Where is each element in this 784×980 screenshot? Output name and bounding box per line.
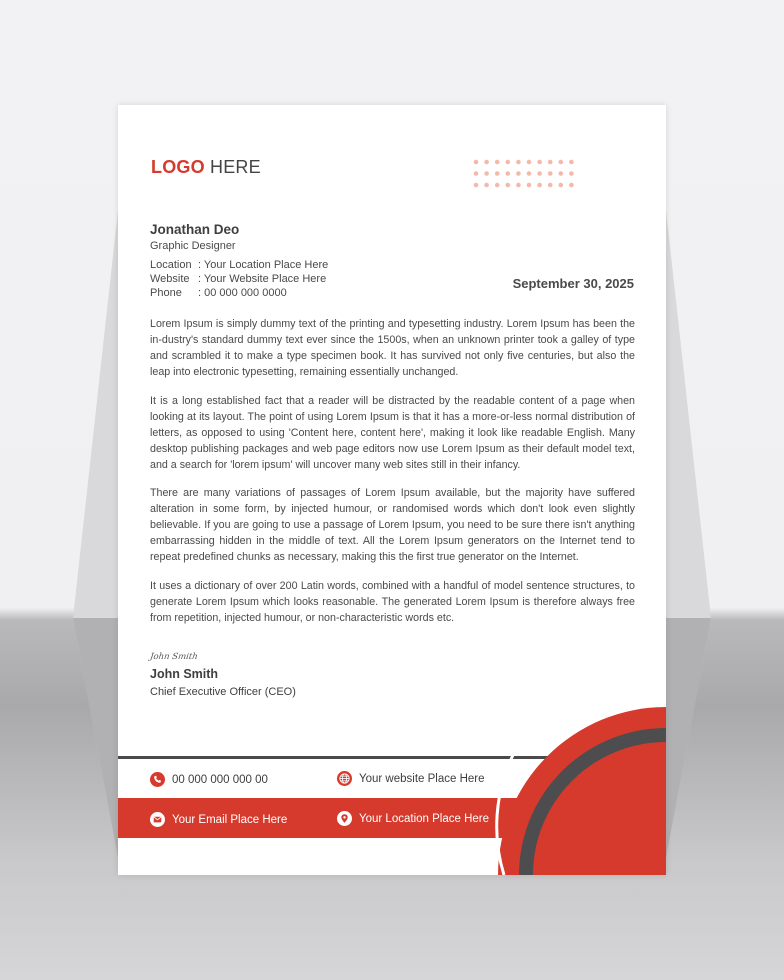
globe-icon xyxy=(337,771,352,786)
pattern-dot xyxy=(548,183,553,188)
phone-icon xyxy=(150,772,165,787)
body-paragraph: Lorem Ipsum is simply dummy text of the printing and typesetting industry. Lorem Ipsum has been the in-dustry's standard dummy text ever since the 1500s, when an unknown printer took a galley of type and scrambled it to make a type specimen book. It has survived not only five centuries, but also the leap into electronic typesetting, remaining essentially unchanged. xyxy=(150,318,635,378)
body-paragraph: There are many variations of passages of Lorem Ipsum available, but the majority have suffered alteration in some form, by injected humour, or randomised words which don't look even slightly believable. If you are going to use a passage of Lorem Ipsum, you need to be sure there isn't anything embarrassing hidden in the middle of text. All the Lorem Ipsum generators on the Internet tend to repeat predefined chunks as necessary, making this the first true generator on the Internet. xyxy=(150,487,635,563)
contact-value: : Your Location Place Here xyxy=(198,259,329,271)
pattern-dot xyxy=(548,160,553,165)
logo-word-2: HERE xyxy=(210,157,261,177)
body-paragraph: It is a long established fact that a reader will be distracted by the readable content of a page when looking at its layout. The point of using Lorem Ipsum is that it has a more-or-less normal distribution of letters, as opposed to using 'Content here, content here', making it look like readable English. Many desktop publishing packages and web page editors now use Lorem Ipsum as their default model text, and a search for 'lorem ipsum' will uncover many web sites still in their infancy. xyxy=(150,394,635,471)
footer-website xyxy=(337,771,485,786)
sender-block xyxy=(150,222,328,300)
pattern-dot xyxy=(537,183,542,188)
pattern-dot xyxy=(559,171,564,176)
pattern-dot xyxy=(484,183,489,188)
pattern-dot xyxy=(537,171,542,176)
pattern-dot xyxy=(474,160,479,165)
footer-email xyxy=(150,812,287,827)
contact-label: Location xyxy=(150,259,192,271)
handwritten-signature: John Smith xyxy=(149,652,199,662)
pattern-dot xyxy=(569,160,574,165)
pattern-dot xyxy=(527,160,532,165)
pattern-dot xyxy=(527,183,532,188)
footer-website-text: Your website Place Here xyxy=(359,772,485,785)
footer-divider xyxy=(118,756,548,759)
logo-word-1: LOGO xyxy=(151,157,205,177)
pattern-dot xyxy=(495,183,500,188)
letter-body xyxy=(150,316,635,638)
pattern-dot xyxy=(516,183,521,188)
footer-location xyxy=(337,811,489,826)
pattern-dot xyxy=(569,171,574,176)
pattern-dot xyxy=(506,171,511,176)
contact-value: : 00 000 000 0000 xyxy=(198,287,287,299)
pattern-dot xyxy=(527,171,532,176)
letter-date: September 30, 2025 xyxy=(512,276,634,291)
contact-row-phone xyxy=(150,286,328,300)
body-paragraph: It uses a dictionary of over 200 Latin words, combined with a handful of model sentence structures, to generate Lorem Ipsum which looks reasonable. The generated Lorem Ipsum is therefore always free from repetition, injected humour, or non-characteristic words etc. xyxy=(150,579,635,624)
pattern-dot xyxy=(474,171,479,176)
contact-label: Phone xyxy=(150,287,182,299)
pattern-dot xyxy=(537,160,542,165)
pattern-dot xyxy=(474,183,479,188)
footer-location-text: Your Location Place Here xyxy=(359,812,489,825)
pattern-dot xyxy=(495,160,500,165)
sender-name: Jonathan Deo xyxy=(150,222,240,237)
mail-icon xyxy=(150,812,165,827)
logo xyxy=(151,157,261,178)
footer-phone-text: 00 000 000 000 00 xyxy=(172,773,268,786)
pattern-dot xyxy=(484,171,489,176)
signer-role: Chief Executive Officer (CEO) xyxy=(150,686,296,698)
sender-title: Graphic Designer xyxy=(150,240,236,252)
pattern-dot xyxy=(559,160,564,165)
pattern-dot xyxy=(548,171,553,176)
sender-contact-list xyxy=(150,258,328,300)
contact-label: Website xyxy=(150,273,190,285)
footer-phone xyxy=(150,772,268,787)
pattern-dot xyxy=(495,171,500,176)
footer-email-text: Your Email Place Here xyxy=(172,813,288,826)
contact-row-website xyxy=(150,272,328,286)
letterhead-page xyxy=(118,105,666,875)
pattern-dot xyxy=(506,183,511,188)
pattern-dot xyxy=(484,160,489,165)
dot-pattern xyxy=(471,157,581,191)
location-pin-icon xyxy=(337,811,352,826)
pattern-dot xyxy=(516,160,521,165)
pattern-dot xyxy=(516,171,521,176)
signer-name: John Smith xyxy=(150,667,219,681)
signature-block xyxy=(150,646,296,698)
contact-value: : Your Website Place Here xyxy=(198,273,327,285)
pattern-dot xyxy=(559,183,564,188)
contact-row-location xyxy=(150,258,328,272)
pattern-dot xyxy=(569,183,574,188)
pattern-dot xyxy=(506,160,511,165)
